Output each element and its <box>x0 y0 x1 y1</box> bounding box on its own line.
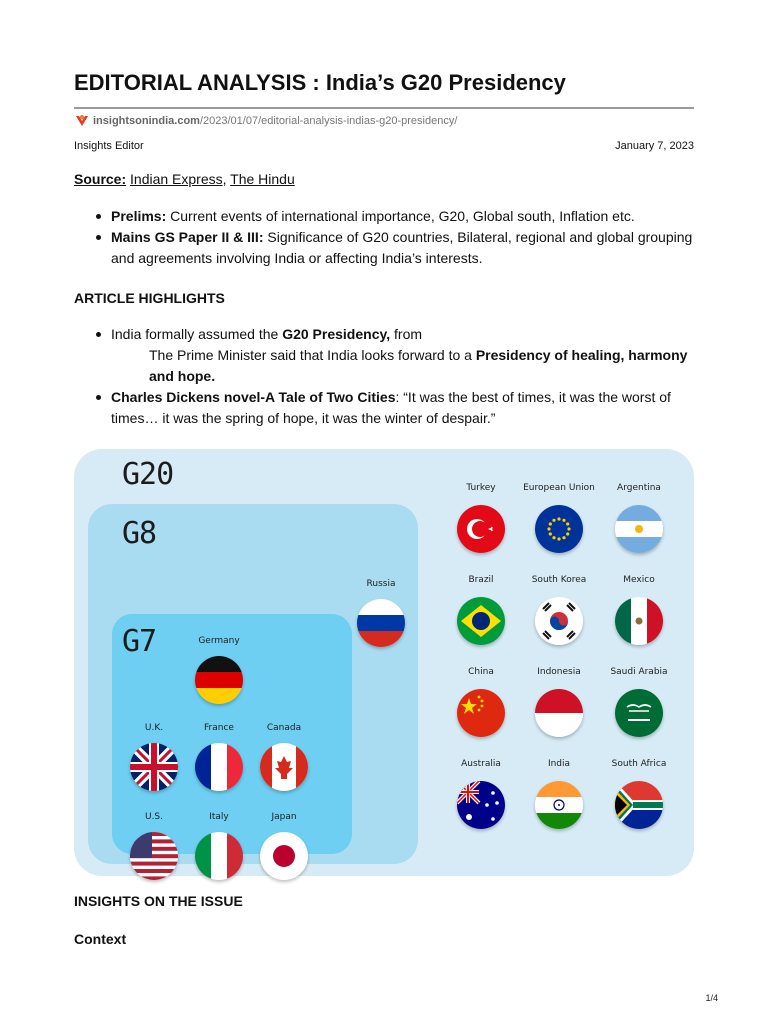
china-flag-icon <box>457 689 505 737</box>
country-label-france: France <box>204 723 234 733</box>
insights-issue-heading: INSIGHTS ON THE ISSUE <box>74 893 243 909</box>
country-label-india: India <box>547 759 571 769</box>
publish-date: January 7, 2023 <box>615 140 694 152</box>
australia-flag-icon <box>457 781 505 829</box>
country-label-brazil: Brazil <box>468 575 494 585</box>
source-link-indian-express[interactable]: Indian Express <box>130 171 223 187</box>
highlight-text: India formally assumed the <box>111 326 283 342</box>
brazil-flag-icon <box>457 597 505 645</box>
prelims-text: Current events of international importance, G20, Global south, Inflation etc. <box>166 208 635 224</box>
japan-flag-icon <box>260 832 308 880</box>
indonesia-flag-icon <box>535 689 583 737</box>
country-label-argentina: Argentina <box>617 483 661 493</box>
list-item <box>96 227 696 269</box>
country-label-china: China <box>468 667 494 677</box>
country-label-uk: U.K. <box>144 723 164 733</box>
uk-flag-icon <box>130 743 178 791</box>
france-flag-icon <box>195 743 243 791</box>
g8-box <box>88 504 418 864</box>
list-item <box>96 387 696 429</box>
context-heading: Context <box>74 931 127 947</box>
country-label-european-union: European Union <box>523 483 595 493</box>
highlight-text: from <box>390 326 423 342</box>
country-label-south-africa: South Africa <box>611 759 667 769</box>
highlights-heading: ARTICLE HIGHLIGHTS <box>74 290 225 306</box>
list-item <box>96 206 696 227</box>
country-label-japan: Japan <box>271 812 297 822</box>
page-title: EDITORIAL ANALYSIS : India’s G20 Presidency <box>74 70 566 95</box>
g8-label: G8 <box>122 516 157 551</box>
g20-label: G20 <box>122 457 174 492</box>
source-url[interactable] <box>74 114 457 128</box>
country-label-australia: Australia <box>461 759 501 769</box>
source-line <box>74 171 295 187</box>
country-label-us: U.S. <box>144 812 164 822</box>
highlight-bold: Presidency of healing, harmony and hope. <box>149 347 688 384</box>
source-link-the-hindu[interactable]: The Hindu <box>230 171 295 187</box>
south-africa-flag-icon <box>615 781 663 829</box>
country-label-italy: Italy <box>209 812 229 822</box>
list-item <box>96 324 696 387</box>
argentina-flag-icon <box>615 505 663 553</box>
highlight-subtext <box>111 345 696 387</box>
country-label-saudi-arabia: Saudi Arabia <box>610 667 668 677</box>
country-label-russia: Russia <box>366 579 396 589</box>
highlights-list <box>96 324 696 429</box>
russia-flag-icon <box>357 599 405 647</box>
italy-flag-icon <box>195 832 243 880</box>
insights-logo-icon <box>74 114 90 128</box>
page-number: 1/4 <box>705 993 718 1003</box>
g7-label: G7 <box>122 624 157 659</box>
country-label-indonesia: Indonesia <box>537 667 581 677</box>
canada-flag-icon <box>260 743 308 791</box>
url-domain: insightsonindia.com <box>93 115 200 127</box>
highlight-text: : “It was the best of times, it was the worst of times… it was the spring of hope, it was the winter of despair.” <box>111 389 671 426</box>
india-flag-icon <box>535 781 583 829</box>
url-path: /2023/01/07/editorial-analysis-indias-g20-presidency/ <box>199 115 458 127</box>
saudi-arabia-flag-icon <box>615 689 663 737</box>
highlight-text: The Prime Minister said that India looks forward to a <box>149 347 476 363</box>
mexico-flag-icon <box>615 597 663 645</box>
mains-text: Significance of G20 countries, Bilateral, regional and global grouping and agreements involving India or affecting India’s interests. <box>111 229 693 266</box>
highlight-bold: G20 Presidency, <box>282 326 391 342</box>
g20-infographic <box>74 449 694 876</box>
source-label: Source: <box>74 171 127 187</box>
country-label-turkey: Turkey <box>466 483 496 493</box>
us-flag-icon <box>130 832 178 880</box>
prelims-label: Prelims: <box>111 208 167 224</box>
germany-flag-icon <box>195 656 243 704</box>
country-label-canada: Canada <box>266 723 302 733</box>
g7-box <box>112 614 352 854</box>
european-union-flag-icon <box>535 505 583 553</box>
title-divider <box>74 107 694 109</box>
source-separator: , <box>222 171 231 187</box>
country-label-germany: Germany <box>198 636 240 646</box>
country-label-south-korea: South Korea <box>531 575 587 585</box>
author: Insights Editor <box>74 140 144 152</box>
turkey-flag-icon <box>457 505 505 553</box>
highlight-bold: Charles Dickens novel-A Tale of Two Cities <box>111 389 396 405</box>
syllabus-list <box>96 206 696 269</box>
south-korea-flag-icon <box>535 597 583 645</box>
country-label-mexico: Mexico <box>623 575 655 585</box>
mains-label: Mains GS Paper II & III: <box>111 229 264 245</box>
